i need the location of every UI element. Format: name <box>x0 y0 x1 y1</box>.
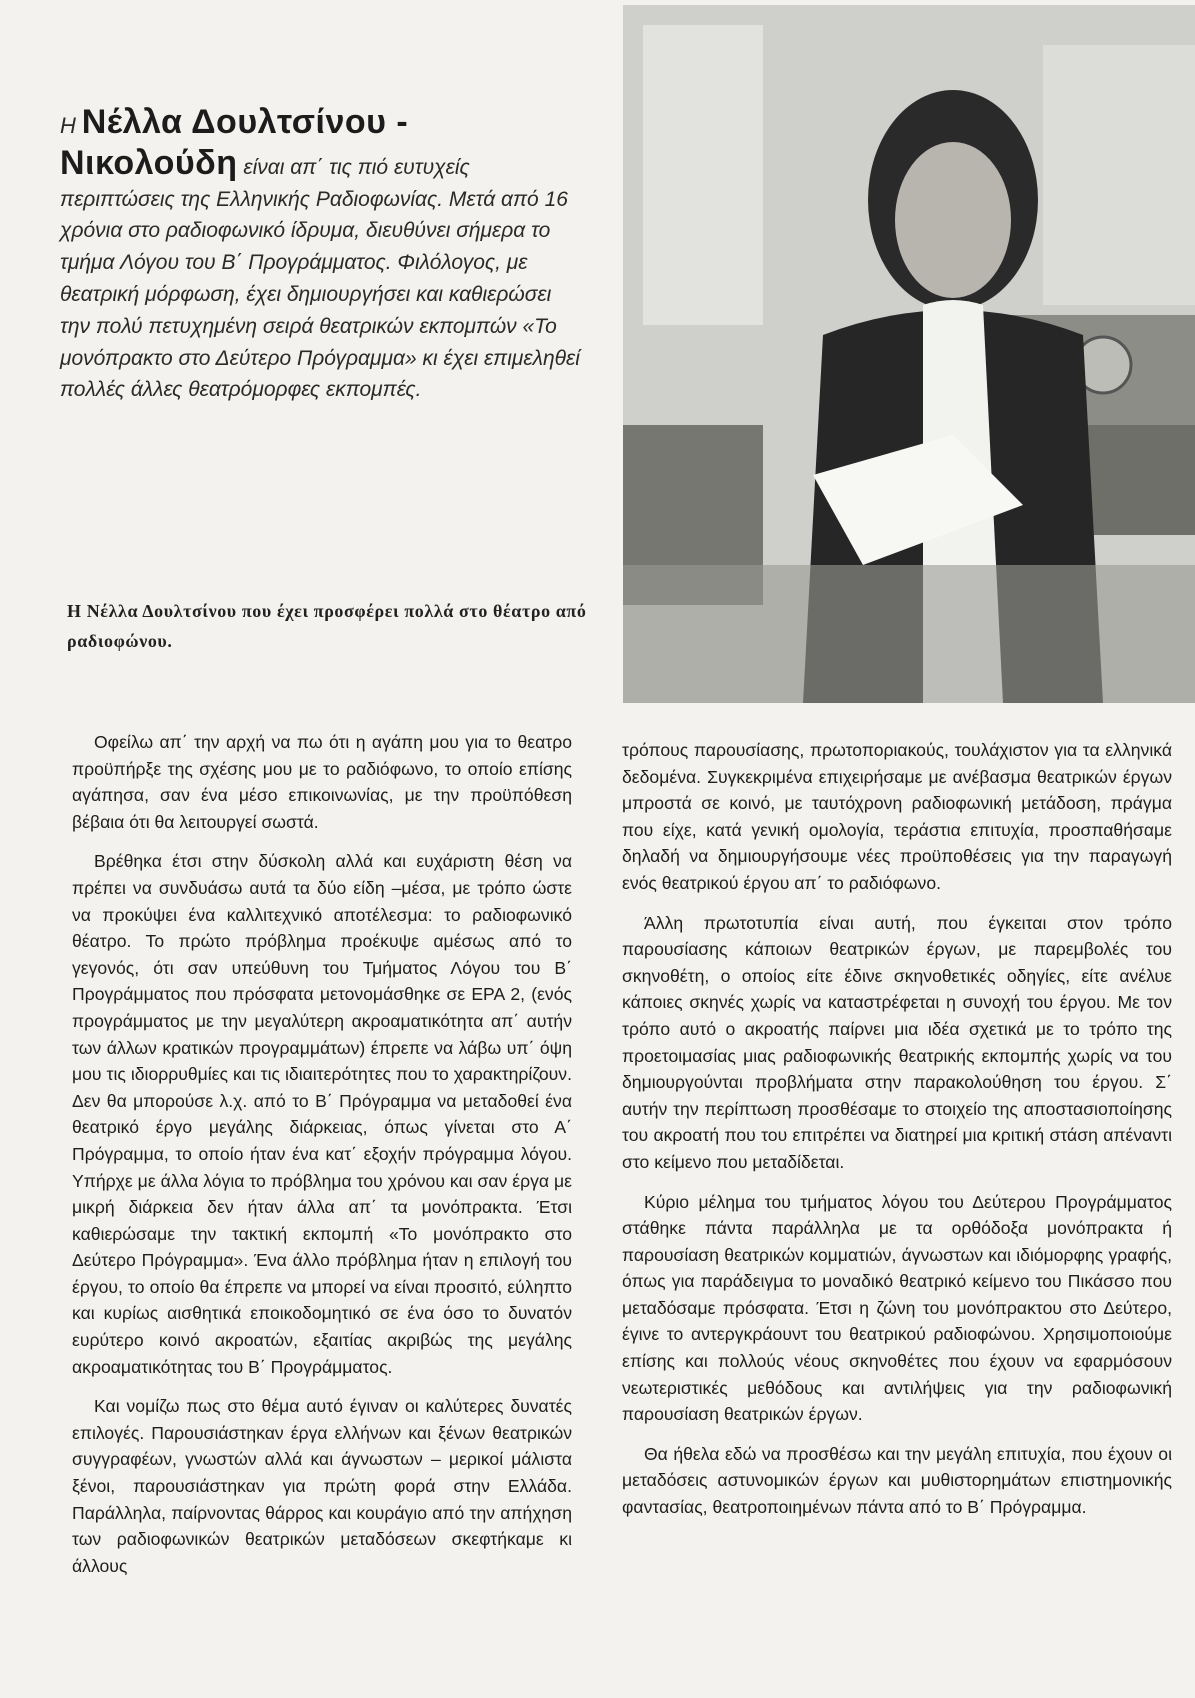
person-name-line1: Νέλλα Δουλτσίνου - <box>81 103 409 141</box>
article-left-column <box>72 729 572 1579</box>
article-paragraph: Οφείλω απ΄ την αρχή να πω ότι η αγάπη μου για το θεατρο προϋπήρξε της σχέσης μου με το ραδιόφωνο, το οποίο επίσης αγάπησα, σαν ένα μέσο επικοινωνίας, με την προϋπόθεση βέβαια ότι θα λειτουργεί σωστά. <box>72 732 572 832</box>
intro-prefix: Η <box>60 113 76 138</box>
intro-block <box>60 102 580 406</box>
intro-text: είναι απ΄ τις πιό ευτυχείς περιπτώσεις της Ελληνικής Ραδιοφωνίας. Μετά από 16 χρόνια στο ραδιοφωνικό ίδρυμα, διευθύνει σήμερα το τμήμα Λόγου του Β΄ Προγράμματος. Φιλόλογος, με θεατρική μόρφωση, έχει δημιουργήσει και καθιερώσει την πολύ πετυχημένη σειρά θεατρικών εκπομπών «Το μονόπρακτο στο Δεύτερο Πρόγραμμα» κι έχει επιμεληθεί πολλές άλλες θεατρόμορφες εκπομπές. <box>60 155 580 402</box>
article-paragraph: Άλλη πρωτοτυπία είναι αυτή, που έγκειται στον τρόπο παρουσίασης κάποιων θεατρικών έργων, με παρεμβολές του σκηνοθέτη, ο οποίος είτε έδινε σκηνοθετικές οδηγίες, είτε ανέλυε κάποιες σκηνές χωρίς να καταστρέφεται η συνοχή του έργου. Με τον τρόπο αυτό ο ακροατής παίρνει μια ιδέα σχετικά με το τρόπο της προετοιμασίας μιας ραδιοφωνικής θεατρικής εκπομπής χωρίς να του δημιουργούνται προβλήματα στην παρακολούθηση του έργου. Σ΄ αυτήν την περίπτωση προσθέσαμε το στοιχείο της αποστασιοποίησης του ακροατή που του επιτρέπει να διατηρεί μια κριτική στάση απέναντι στο κείμενο που μεταδίδεται. <box>622 912 1172 1172</box>
person-name-line2: Νικολούδη <box>60 143 238 182</box>
photo-caption: Η Νέλλα Δουλτσίνου που έχει προσφέρει πολλά στο θέατρο από ραδιοφώνου. <box>67 601 587 651</box>
article-paragraph: Βρέθηκα έτσι στην δύσκολη αλλά και ευχάριστη θέση να πρέπει να συνδυάσω αυτά τα δύο είδη –μέσα, με τρόπο ώστε να προκύψει ένα καλλιτεχνικό αποτέλεσμα: το ραδιοφωνικό θέατρο. Το πρώτο πρόβλημα προέκυψε αμέσως από το γεγονός, ότι σαν υπεύθυνη του Τμήματος Λόγου του Β΄ Προγράμματος που πρόσφατα μετονομάσθηκε σε ΕΡΑ 2, (ενός προγράμματος με την μεγαλύτερη ακροαματικότητα απ΄ αυτήν των άλλων κρατικών προγραμμάτων) έπρεπε να λάβω υπ΄ όψη μου τις ιδιορρυθμίες και τις ιδιαιτερότητες που το χαρακτηρίζουν. Δεν θα μπορούσε λ.χ. από το Β΄ Πρόγραμμα να μεταδοθεί ένα θεατρικό έργο μεγάλης διάρκειας, όπως γίνεται στο Α΄ Πρόγραμμα, το οποίο ήταν ένα κατ΄ εξοχήν πρόγραμμα λόγου. Υπήρχε με άλλα λόγια το πρόβλημα του χρόνου και σαν έργα με μικρή διάρκεια δεν ήταν άλλα απ΄ τα μονόπρακτα. Έτσι καθιερώσαμε την τακτική εκπομπή «Το μονόπρακτο στο Δεύτερο Πρόγραμμα». Ένα άλλο πρόβλημα ήταν η επιλογή του έργου, το οποίο θα έπρεπε να μπορεί να είναι προσιτό, εύληπτο και κυρίως αισθητικά εποικοδομητικό σε ένα όσο το δυνατόν ευρύτερο κοινό ακροατών, εξαιτίας ακριβώς της μεγάλης ακροαματικότητας του Β΄ Προγράμματος. <box>72 851 572 1377</box>
article-paragraph: Θα ήθελα εδώ να προσθέσω και την μεγάλη επιτυχία, που έχουν οι μεταδόσεις αστυνομικών έργων και μυθιστορημάτων επιστημονικής φαντασίας, θεατροποιημένων πάντα από το Β΄ Πρόγραμμα. <box>622 1443 1172 1518</box>
article-paragraph: Και νομίζω πως στο θέμα αυτό έγιναν οι καλύτερες δυνατές επιλογές. Παρουσιάστηκαν έργα ελλήνων και ξένων θεατρικών συγγραφέων, γνωστών αλλά και άγνωστων – μερικοί μάλιστα ξένοι, παρουσιάστηκαν για πρώτη φορά στην Ελλάδα. Παράλληλα, παίρνοντας θάρρος και κουράγιο από την απήχηση των ραδιοφωνικών θεατρικών μεταδόσεων σκεφτήκαμε κι άλλους <box>72 1396 572 1576</box>
article-paragraph: τρόπους παρουσίασης, πρωτοποριακούς, τουλάχιστον για τα ελληνικά δεδομένα. Συγκεκριμένα επιχειρήσαμε με ανέβασμα θεατρικών έργων μπροστά σε κοινό, με ταυτόχρονη ραδιοφωνική μετάδοση, πράγμα που είχε, κατά γενική ομολογία, τεράστια επιτυχία, προσπαθήσαμε δηλαδή να δημιουργήσουμε νέες προϋποθέσεις για την παραγωγή ενός θεατρικού έργου απ΄ το ραδιόφωνο. <box>622 740 1172 893</box>
article-right-column <box>622 737 1172 1521</box>
portrait-photo <box>623 5 1195 703</box>
article-paragraph: Κύριο μέλημα του τμήματος λόγου του Δεύτερου Προγράμματος στάθηκε πάντα παράλληλα με τα ορθόδοξα μονόπρακτα ή παρουσίαση θεατρικών κομματιών, άγνωστων και ιδιόμορφης γραφής, όπως για παράδειγμα το μοναδικό θεατρικό κείμενο του Πικάσσο που μεταδόσαμε πρόσφατα. Έτσι η ζώνη του μονόπρακτου στο Δεύτερο, έγινε το αντεργκράουντ του θεατρικού ραδιοφώνου. Χρησιμοποιούμε επίσης και πολλούς νέους σκηνοθέτες που έχουν να εφαρμόσουν νεωτεριστικές μεθόδους και αντιλήψεις για την ραδιοφωνική παρουσίαση θεατρικών έργων. <box>622 1191 1172 1425</box>
